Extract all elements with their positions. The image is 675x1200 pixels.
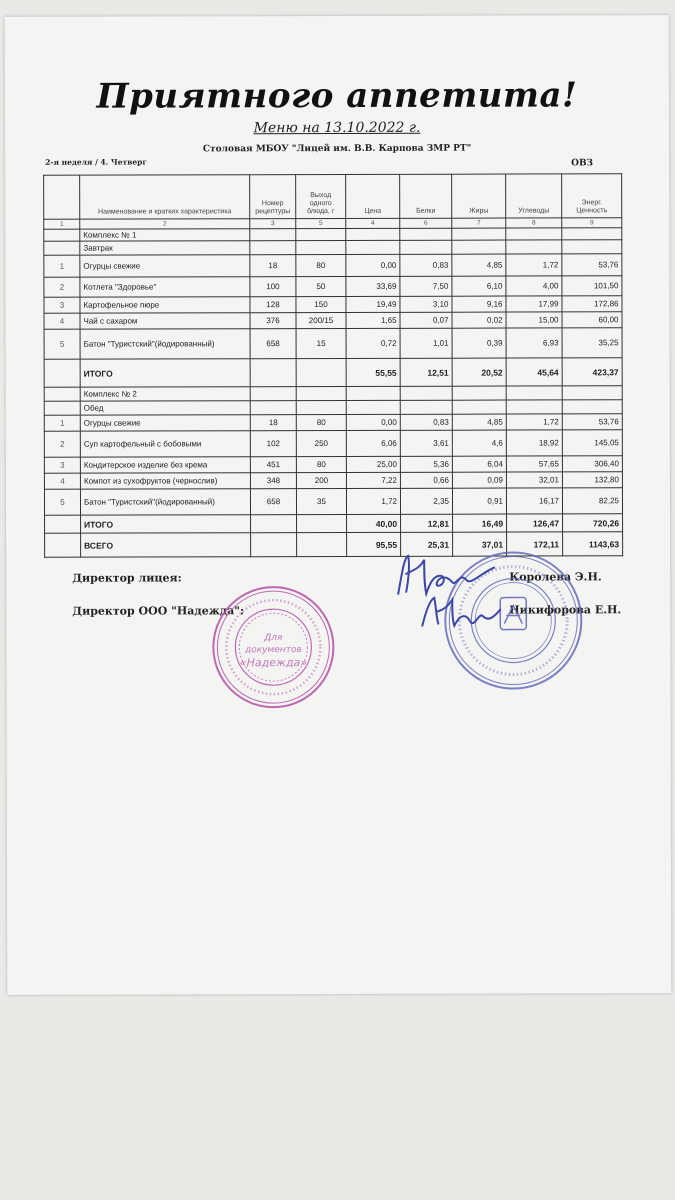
item-name: Суп картофельный с бобовыми bbox=[80, 431, 250, 457]
item-price: 0,00 bbox=[346, 254, 400, 276]
col-number: 4 bbox=[346, 218, 400, 228]
item-carbs: 17,99 bbox=[506, 296, 562, 312]
section-row bbox=[44, 386, 622, 402]
table-row bbox=[44, 276, 622, 298]
row-number: 2 bbox=[44, 277, 80, 297]
item-energy: 132,80 bbox=[562, 472, 622, 488]
item-name: Огурцы свежие bbox=[80, 415, 250, 431]
section-row bbox=[44, 240, 622, 256]
col-number: 5 bbox=[296, 218, 346, 228]
col-number: 7 bbox=[452, 218, 506, 228]
item-price: 33,69 bbox=[346, 276, 400, 296]
director2-signature-icon bbox=[416, 592, 506, 632]
total-carbs: 126,47 bbox=[507, 514, 563, 532]
recipe-number: 658 bbox=[250, 329, 296, 359]
portion-output: 150 bbox=[296, 296, 346, 312]
item-name: Котлета "Здоровье" bbox=[80, 277, 250, 297]
row-number: 5 bbox=[44, 329, 80, 359]
total-fat: 16,49 bbox=[453, 514, 507, 532]
col-header: Наименование и кратких характеристика bbox=[80, 175, 250, 219]
item-price: 0,72 bbox=[346, 328, 400, 358]
row-number: 2 bbox=[44, 431, 80, 457]
item-price: 1,65 bbox=[346, 312, 400, 328]
table-row bbox=[44, 296, 622, 314]
breakfast-label: Завтрак bbox=[80, 241, 250, 255]
item-carbs: 57,65 bbox=[506, 456, 562, 472]
row-number: 4 bbox=[44, 473, 80, 489]
total-protein: 12,51 bbox=[400, 358, 452, 386]
item-protein: 3,61 bbox=[400, 430, 452, 456]
portion-output: 80 bbox=[296, 254, 346, 276]
item-energy: 82,25 bbox=[562, 488, 622, 514]
table-row bbox=[44, 472, 622, 490]
item-fat: 0,02 bbox=[452, 312, 506, 328]
table-row bbox=[44, 430, 622, 458]
total-energy: 423,37 bbox=[562, 358, 622, 386]
item-carbs: 32,01 bbox=[506, 472, 562, 488]
item-fat: 6,04 bbox=[452, 456, 506, 472]
item-carbs: 15,00 bbox=[506, 312, 562, 328]
row-number: 5 bbox=[44, 489, 80, 515]
col-number: 1 bbox=[44, 219, 80, 229]
item-fat: 0,39 bbox=[452, 328, 506, 358]
header-row bbox=[44, 174, 622, 220]
menu-table bbox=[43, 173, 623, 558]
ovz-label: ОВЗ bbox=[571, 158, 594, 169]
item-energy: 35,25 bbox=[562, 328, 622, 358]
total-price: 40,00 bbox=[347, 514, 401, 532]
col-number: 9 bbox=[562, 218, 622, 228]
col-header: Номер рецептуры bbox=[250, 175, 296, 219]
svg-text:«Надежда»: «Надежда» bbox=[239, 656, 308, 670]
recipe-number: 18 bbox=[250, 255, 296, 277]
recipe-number: 128 bbox=[250, 297, 296, 313]
item-energy: 172,86 bbox=[562, 296, 622, 312]
director2-label: Директор ООО "Надежда": bbox=[72, 604, 245, 618]
total-row bbox=[45, 514, 623, 534]
item-price: 6,06 bbox=[346, 430, 400, 456]
item-price: 1,72 bbox=[346, 488, 400, 514]
item-protein: 7,50 bbox=[400, 276, 452, 296]
total-energy: 720,26 bbox=[563, 514, 623, 532]
complex-1-label: Комплекс № 1 bbox=[80, 229, 250, 241]
item-name: Чай с сахаром bbox=[80, 313, 250, 329]
item-energy: 53,76 bbox=[562, 254, 622, 276]
item-protein: 0,83 bbox=[400, 254, 452, 276]
total-row bbox=[44, 358, 622, 388]
item-carbs: 18,92 bbox=[506, 430, 562, 456]
breakfast-rows bbox=[44, 254, 622, 360]
grand-carbs: 172,11 bbox=[507, 532, 563, 556]
col-number: 8 bbox=[506, 218, 562, 228]
item-name: Картофельное пюре bbox=[80, 297, 250, 313]
item-fat: 6,10 bbox=[452, 276, 506, 296]
col-header: Жиры bbox=[452, 174, 506, 218]
item-protein: 3,10 bbox=[400, 296, 452, 312]
total-fat: 20,52 bbox=[452, 358, 506, 386]
table-row bbox=[44, 328, 622, 360]
item-carbs: 6,93 bbox=[506, 328, 562, 358]
col-header: Цена bbox=[346, 174, 400, 218]
week-day: 2-я неделя / 4. Четверг bbox=[45, 157, 147, 167]
item-energy: 60,00 bbox=[562, 312, 622, 328]
item-energy: 53,76 bbox=[562, 414, 622, 430]
portion-output: 80 bbox=[296, 414, 346, 430]
row-number: 3 bbox=[44, 297, 80, 313]
item-carbs: 1,72 bbox=[506, 254, 562, 276]
total-price: 55,55 bbox=[346, 358, 400, 386]
item-name: Огурцы свежие bbox=[80, 255, 250, 277]
recipe-number: 451 bbox=[250, 457, 296, 473]
item-carbs: 1,72 bbox=[506, 414, 562, 430]
portion-output: 200/15 bbox=[296, 312, 346, 328]
total-label: ИТОГО bbox=[80, 359, 250, 387]
col-header: Белки bbox=[400, 174, 452, 218]
portion-output: 50 bbox=[296, 276, 346, 296]
row-number: 1 bbox=[44, 415, 80, 431]
item-energy: 306,40 bbox=[562, 456, 622, 472]
total-protein: 12,81 bbox=[401, 514, 453, 532]
item-protein: 1,01 bbox=[400, 328, 452, 358]
portion-output: 200 bbox=[296, 472, 346, 488]
item-carbs: 4,00 bbox=[506, 276, 562, 296]
grand-fat: 37,01 bbox=[453, 532, 507, 556]
item-name: Компот из сухофруктов (чернослив) bbox=[80, 473, 250, 489]
col-header: Энерг. Ценность bbox=[562, 174, 622, 218]
recipe-number: 100 bbox=[250, 277, 296, 297]
svg-text:Для: Для bbox=[264, 633, 283, 644]
recipe-number: 348 bbox=[250, 473, 296, 489]
table-row bbox=[44, 488, 622, 516]
col-number: 2 bbox=[80, 219, 250, 229]
col-number: 3 bbox=[250, 219, 296, 229]
grand-price: 95,55 bbox=[347, 532, 401, 556]
company-seal-icon bbox=[208, 582, 338, 712]
item-fat: 9,16 bbox=[452, 296, 506, 312]
recipe-number: 658 bbox=[250, 489, 296, 515]
item-protein: 2,35 bbox=[400, 488, 452, 514]
item-fat: 0,09 bbox=[452, 472, 506, 488]
item-name: Кондитерское изделие без крема bbox=[80, 457, 250, 473]
item-name: Батон "Туристский"(йодированный) bbox=[80, 489, 250, 515]
document-sheet bbox=[5, 15, 672, 995]
item-price: 19,49 bbox=[346, 296, 400, 312]
recipe-number: 376 bbox=[250, 313, 296, 329]
complex-2-label: Комплекс № 2 bbox=[80, 387, 250, 401]
item-energy: 101,50 bbox=[562, 276, 622, 296]
grand-protein: 25,31 bbox=[401, 532, 453, 556]
grand-energy: 1143,63 bbox=[563, 532, 623, 556]
portion-output: 250 bbox=[296, 430, 346, 456]
row-number: 1 bbox=[44, 255, 80, 277]
recipe-number: 18 bbox=[250, 415, 296, 431]
portion-output: 35 bbox=[296, 488, 346, 514]
col-header bbox=[44, 175, 80, 219]
row-number: 4 bbox=[44, 313, 80, 329]
item-fat: 4,6 bbox=[452, 430, 506, 456]
item-price: 7,22 bbox=[346, 472, 400, 488]
row-number: 3 bbox=[44, 457, 80, 473]
director-label: Директор лицея: bbox=[72, 571, 182, 585]
table-row bbox=[44, 414, 622, 432]
item-carbs: 16,17 bbox=[506, 488, 562, 514]
item-protein: 0,66 bbox=[400, 472, 452, 488]
doc-title: Приятного аппетита! bbox=[96, 75, 578, 117]
total-label: ИТОГО bbox=[81, 515, 251, 533]
item-fat: 0,91 bbox=[452, 488, 506, 514]
item-price: 0,00 bbox=[346, 414, 400, 430]
item-energy: 145,05 bbox=[562, 430, 622, 456]
item-protein: 0,83 bbox=[400, 414, 452, 430]
section-row bbox=[44, 400, 622, 416]
svg-text:документов: документов bbox=[244, 645, 302, 656]
col-header: Углеводы bbox=[506, 174, 562, 218]
recipe-number: 102 bbox=[250, 431, 296, 457]
item-fat: 4,85 bbox=[452, 414, 506, 430]
grand-total-label: ВСЕГО bbox=[81, 533, 251, 557]
director2-name: Никифорова Е.Н. bbox=[509, 603, 622, 617]
item-name: Батон "Туристский"(йодированный) bbox=[80, 329, 250, 359]
canteen-name: Столовая МБОУ "Лицей им. В.В. Карпова ЗМР РТ" bbox=[202, 143, 472, 155]
table-row bbox=[44, 254, 622, 278]
director-name: Королева Э.Н. bbox=[509, 570, 602, 584]
col-header: Выход одного блюда, г bbox=[296, 174, 346, 218]
table-row bbox=[44, 312, 622, 330]
table-row bbox=[44, 456, 622, 474]
doc-subtitle: Меню на 13.10.2022 г. bbox=[253, 119, 421, 137]
total-carbs: 45,64 bbox=[506, 358, 562, 386]
portion-output: 80 bbox=[296, 456, 346, 472]
item-protein: 0,07 bbox=[400, 312, 452, 328]
item-protein: 5,36 bbox=[400, 456, 452, 472]
item-price: 25,00 bbox=[346, 456, 400, 472]
col-number: 6 bbox=[400, 218, 452, 228]
lunch-rows bbox=[44, 414, 622, 516]
portion-output: 15 bbox=[296, 328, 346, 358]
item-fat: 4,85 bbox=[452, 254, 506, 276]
lunch-label: Обед bbox=[80, 401, 250, 415]
